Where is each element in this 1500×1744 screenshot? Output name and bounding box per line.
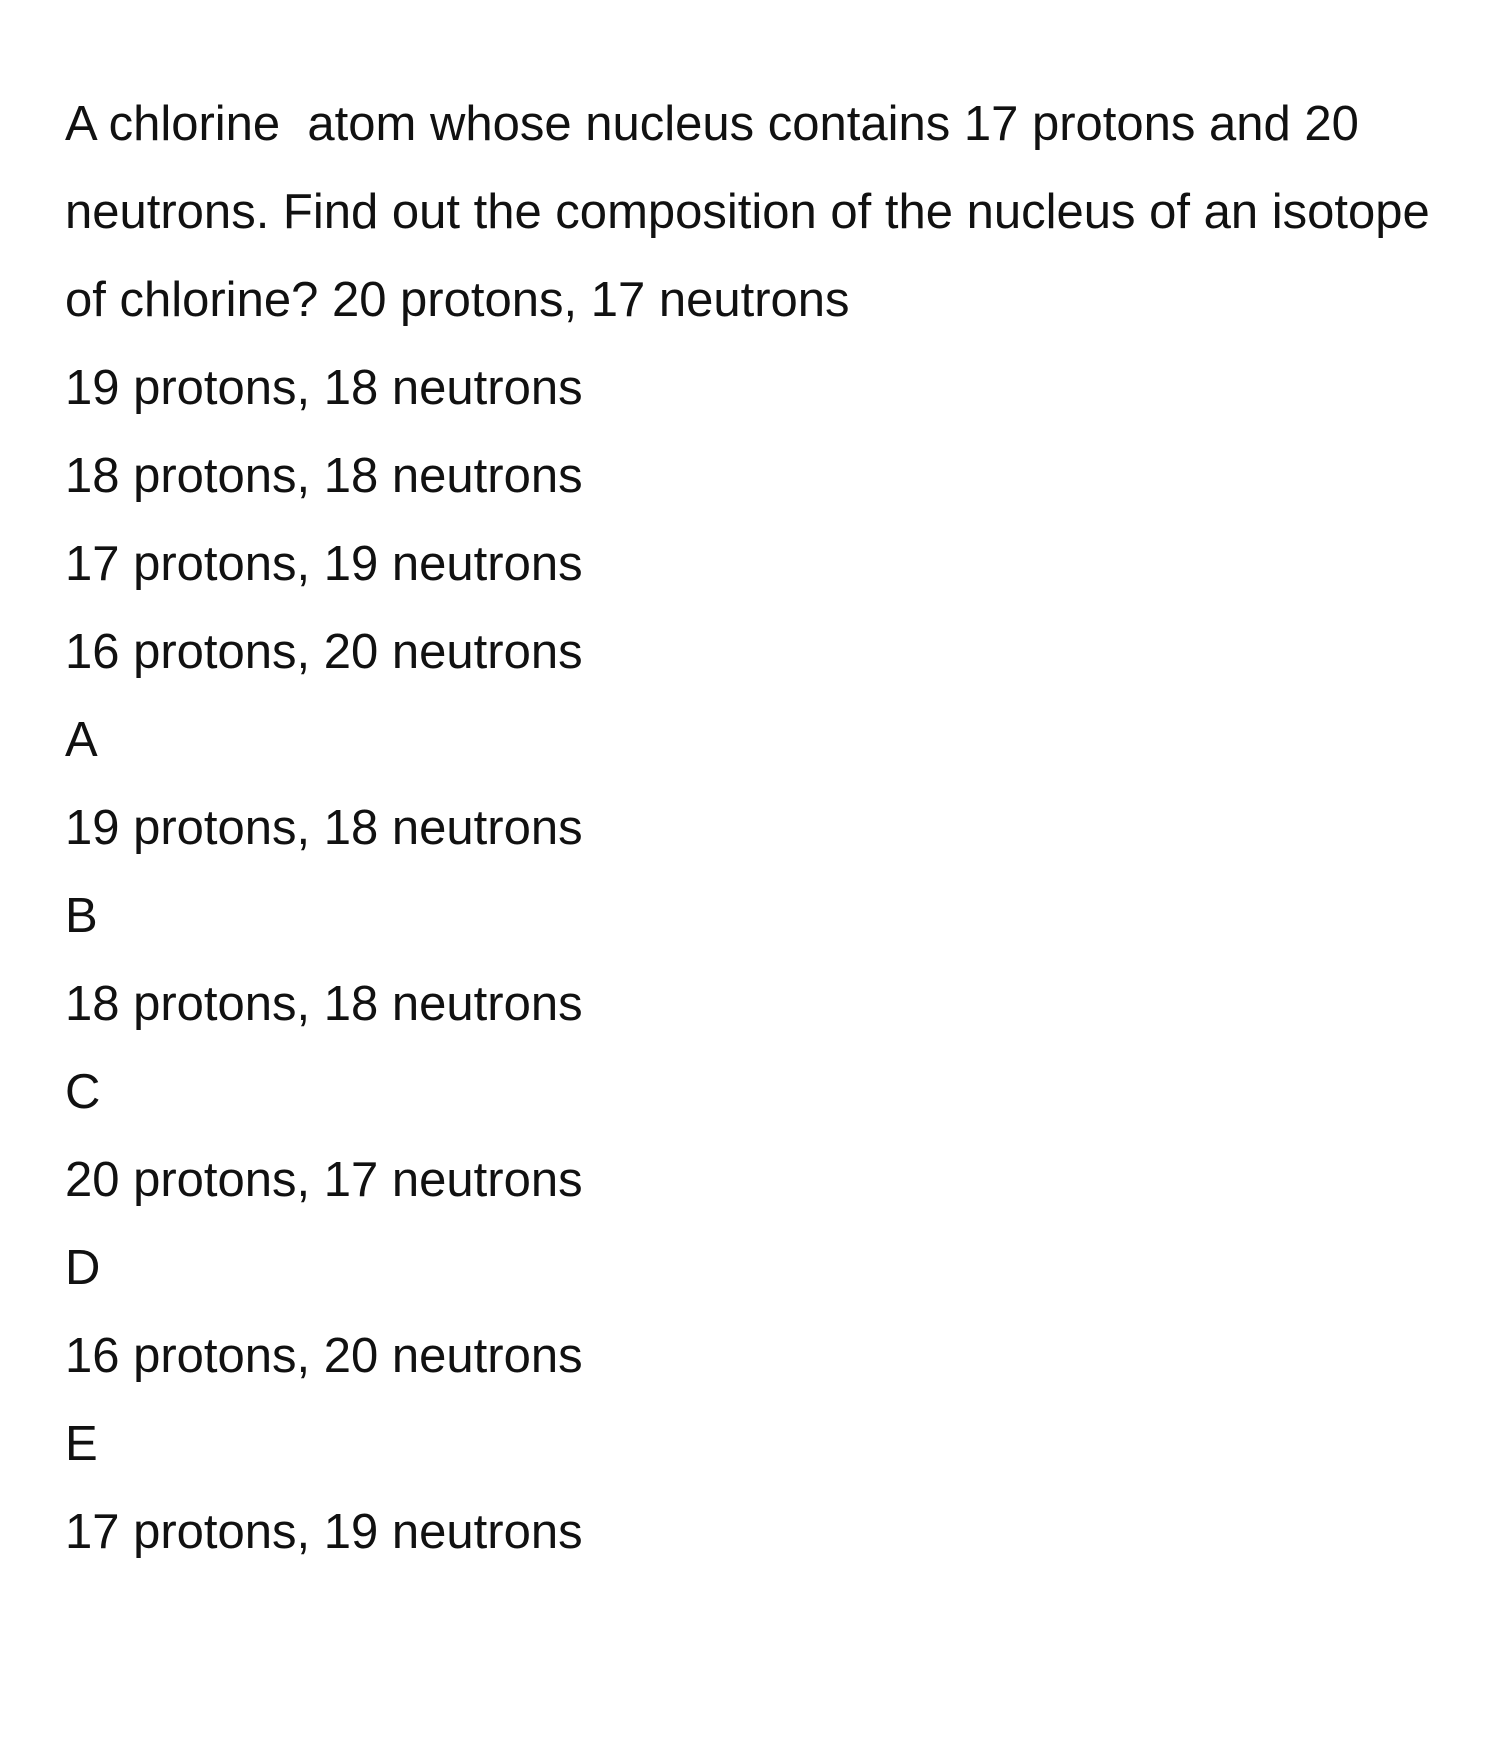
choice-letter-e: E <box>65 1417 98 1471</box>
choice-letter-d: D <box>65 1241 101 1295</box>
question-text: A chlorine atom whose nucleus contains 17 protons and 20 neutrons. Find out the composition of the nucleus of an isotope of chlorine? 20 protons, 17 neutrons <box>65 97 1444 327</box>
choice-text-c: 20 protons, 17 neutrons <box>65 1153 583 1207</box>
listed-option: 17 protons, 19 neutrons <box>65 537 583 591</box>
listed-option: 16 protons, 20 neutrons <box>65 625 583 679</box>
listed-option: 18 protons, 18 neutrons <box>65 449 583 503</box>
choice-letter-c: C <box>65 1065 101 1119</box>
choice-text-e: 17 protons, 19 neutrons <box>65 1505 583 1559</box>
choice-text-b: 18 protons, 18 neutrons <box>65 977 583 1031</box>
choice-letter-b: B <box>65 889 98 943</box>
listed-option: 19 protons, 18 neutrons <box>65 361 583 415</box>
choice-letter-a: A <box>65 713 98 767</box>
choice-text-a: 19 protons, 18 neutrons <box>65 801 583 855</box>
choice-text-d: 16 protons, 20 neutrons <box>65 1329 583 1383</box>
